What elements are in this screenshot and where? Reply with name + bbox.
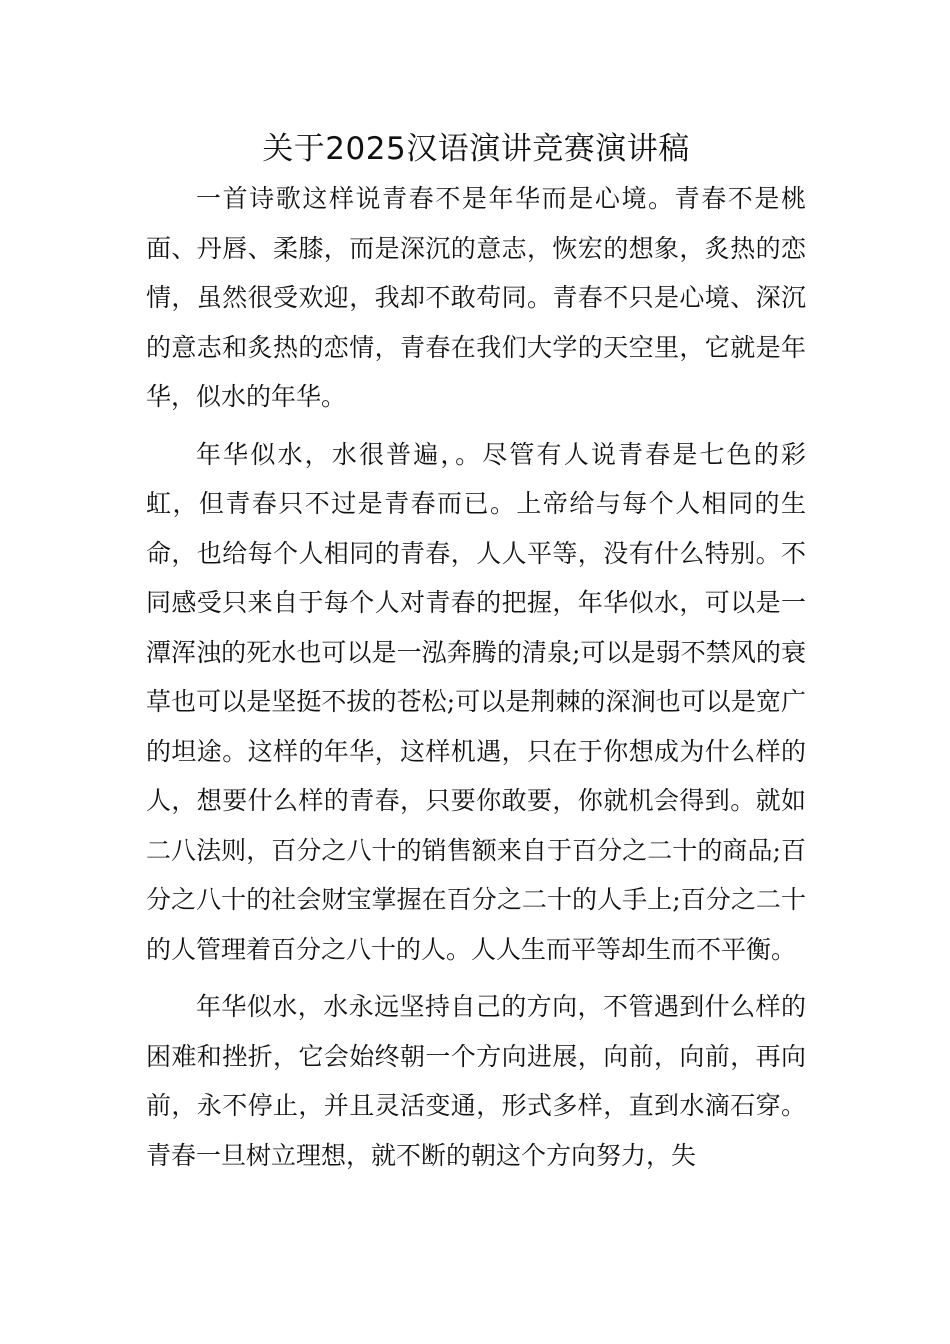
- paragraph-1: 一首诗歌这样说青春不是年华而是心境。青春不是桃面、丹唇、柔膝，而是深沉的意志，恢宏的想象，炙热的恋情，虽然很受欢迎，我却不敢苟同。青春不只是心境、深沉的意志和炙热的恋情，青春在我们大学的天空里，它就是年华，似水的年华。: [146, 184, 806, 411]
- document-page: [146, 124, 806, 1188]
- paragraph-3: 年华似水，水永远坚持自己的方向，不管遇到什么样的困难和挫折，它会始终朝一个方向进展，向前，向前，再向前，永不停止，并且灵活变通，形式多样，直到水滴石穿。青春一旦树立理想，就不断的朝这个方向努力，失: [146, 992, 806, 1170]
- document-title: 关于2025汉语演讲竞赛演讲稿: [262, 131, 690, 167]
- paragraph-2: 年华似水，水很普遍，。尽管有人说青春是七色的彩虹，但青春只不过是青春而已。上帝给与每个人相同的生命，也给每个人相同的青春，人人平等，没有什么特别。不同感受只来自于每个人对青春的把握，年华似水，可以是一潭浑浊的死水也可以是一泓奔腾的清泉;可以是弱不禁风的衰草也可以是坚挺不拔的苍松;可以是荆棘的深涧也可以是宽广的坦途。这样的年华，这样机遇，只在于你想成为什么样的人，想要什么样的青春，只要你敢要，你就机会得到。就如二八法则，百分之八十的销售额来自于百分之二十的商品;百分之八十的社会财宝掌握在百分之二十的人手上;百分之二十的人管理着百分之八十的人。人人生而平等却生而不平衡。: [146, 439, 806, 964]
